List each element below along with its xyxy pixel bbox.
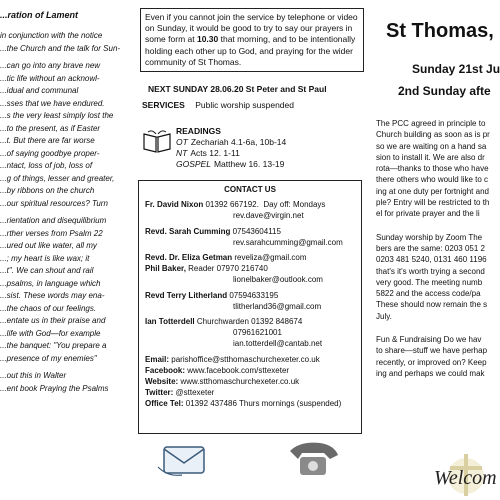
text-line: The PCC agreed in principle to: [376, 119, 486, 128]
news-body: [376, 118, 500, 379]
pcc-paragraph: [376, 118, 500, 220]
church-title: St Thomas,: [386, 20, 494, 42]
text-line: rota—thanks to those who have: [376, 164, 489, 174]
text-line: ...t". We can shout and rail: [0, 266, 94, 275]
contact-icons: [150, 437, 360, 483]
text-line: ...g of things, lesser and greater,: [0, 173, 115, 183]
center-column: [134, 0, 366, 500]
contact-eliza: Revd. Dr. Eliza Getman reveliza@gmail.com: [145, 253, 307, 263]
next-sunday: NEXT SUNDAY 28.06.20 St Peter and St Paul: [148, 84, 327, 94]
contact-twitter: Twitter: @sttexeter: [145, 388, 215, 398]
text-line: Church building as soon as is pr: [376, 130, 490, 140]
text-line: ing at one duty per fortnight and: [376, 186, 489, 196]
reading-gospel: GOSPEL Matthew 16. 13-19: [176, 159, 285, 169]
text-line: ...rther verses from Psalm 22: [0, 228, 103, 238]
lament-text: [0, 30, 128, 395]
notice-text: Even if you cannot join the service by telephone or video on Sunday, it would be good to try to say our prayers in some form at 10.30 that morning, and to be intentionally holding each other up to God, and praying for the wider community of St Thomas.: [145, 12, 358, 67]
email-link[interactable]: reveliza@gmail.com: [234, 253, 307, 263]
sunday-heading: 2nd Sunday afte: [398, 84, 491, 98]
text-line: ...t. But there are far worse: [0, 136, 95, 145]
left-column: [0, 0, 128, 500]
email-link[interactable]: ian.totterdell@cantab.net: [233, 339, 323, 349]
readings: [176, 126, 286, 170]
services-line: [142, 100, 294, 110]
date-heading: Sunday 21st Ju: [412, 62, 500, 76]
text-line: Fun & Fundraising Do we hav: [376, 335, 482, 345]
lament-title: ...ration of Lament: [0, 10, 79, 20]
email-link[interactable]: rev.sarahcumming@gmail.com: [233, 237, 343, 247]
text-line: so we are waiting on a hand sa: [376, 141, 487, 151]
text-line: ...our spiritual resources? Turn: [0, 198, 108, 208]
text-line: ...life with God—for example: [0, 328, 101, 338]
text-line: 5822 and the access code/pa: [376, 289, 481, 299]
fundraising-paragraph: [376, 334, 500, 379]
text-line: ...the Church and the talk for Sun-: [0, 43, 121, 53]
contact-facebook: Facebook: www.facebook.com/sttexeter: [145, 365, 290, 375]
text-line: 0203 481 5240, 0131 460 1196: [376, 255, 487, 265]
text-line: ...can go into any brave new: [0, 61, 101, 70]
twitter-link[interactable]: @sttexeter: [175, 388, 215, 398]
notice-box: [140, 8, 364, 72]
contact-phil: Phil Baker, Reader 07970 216740: [145, 264, 268, 274]
contact-box: [138, 180, 362, 434]
text-line: bers are the same: 0203 051 2: [376, 243, 485, 253]
text-line: These should now remain the s: [376, 300, 488, 310]
text-line: ple? Entry will be restricted to th: [376, 198, 490, 208]
email-link[interactable]: rev.dave@virgin.net: [233, 211, 304, 221]
website-link[interactable]: www.stthomaschurchexeter.co.uk: [180, 377, 300, 387]
text-line: ...ntact, loss of job, loss of: [0, 161, 93, 170]
facebook-link[interactable]: www.facebook.com/sttexeter: [187, 365, 290, 375]
text-line: ...entate us in their praise and: [0, 316, 106, 325]
contact-ian-mobile: 07961621001: [233, 328, 282, 338]
text-line: ...psalms, in language which: [0, 278, 101, 288]
contact-heading: CONTACT US: [224, 185, 276, 194]
text-line: ...presence of my enemies": [0, 353, 97, 363]
readings-heading: READINGS: [176, 126, 221, 136]
text-line: ...the banquet: "You prepare a: [0, 341, 107, 350]
text-line: ...of saying goodbye proper-: [0, 148, 100, 158]
telephone-icon: [290, 443, 338, 475]
text-line: Sunday worship by Zoom The: [376, 232, 483, 242]
text-line: ...idual and communal: [0, 86, 79, 95]
reading-nt: NT Acts 12. 1-11: [176, 148, 240, 158]
email-link[interactable]: lionelbaker@outlook.com: [233, 275, 323, 285]
text-line: ...sist. These words may ena-: [0, 291, 105, 300]
text-line: ...sses that we have endured.: [0, 98, 105, 108]
email-link[interactable]: tlitherland36@gmail.com: [233, 301, 322, 311]
contact-fr-david: Fr. David Nixon 01392 667192. Day off: Mondays: [145, 200, 326, 210]
text-line: very good. The meeting numb: [376, 277, 483, 287]
text-line: ...rientation and disequilibrium: [0, 216, 107, 225]
text-line: el for private prayer and the li: [376, 209, 480, 219]
text-line: ...the chaos of our feelings.: [0, 303, 97, 313]
welcome-text: Welcom: [434, 467, 497, 489]
welcome-graphic: [430, 440, 500, 500]
email-icon: [158, 447, 204, 475]
reading-ot: OT Zechariah 4.1-6a, 10b-14: [176, 137, 287, 147]
contact-office: Office Tel: 01392 437486 Thurs mornings (suspended): [145, 399, 342, 409]
email-link[interactable]: parishoffice@stthomaschurchexeter.co.uk: [171, 354, 320, 364]
text-line: sion to install it. We are also dr: [376, 152, 485, 162]
services-text: Public worship suspended: [195, 100, 294, 110]
text-line: ...; my heart is like wax; it: [0, 253, 90, 263]
right-column: [372, 0, 500, 500]
text-line: ...tic life without an acknowl-: [0, 73, 100, 83]
text-line: July.: [376, 311, 392, 321]
zoom-paragraph: [376, 232, 500, 322]
text-line: there others who would like to c: [376, 175, 489, 185]
text-line: ...ent book Praying the Psalms: [0, 383, 109, 393]
text-line: ...out this in Walter: [0, 371, 67, 380]
text-line: ...ured out like water, all my: [0, 241, 97, 250]
book-icon: [142, 128, 172, 159]
text-line: ...to the present, as if Easter: [0, 123, 101, 133]
contact-terry: Revd Terry Litherland 07594633195: [145, 290, 279, 300]
services-label: SERVICES: [142, 100, 185, 110]
text-line: that's it's worth trying a second: [376, 266, 485, 276]
text-line: ...s the very least simply lost the: [0, 111, 114, 120]
contact-ian: Ian Totterdell Churchwarden 01392 848674: [145, 317, 303, 327]
text-line: recently, or improved on? Keep: [376, 357, 487, 367]
text-line: in conjunction with the notice: [0, 31, 103, 40]
text-line: ing and perhaps we could mak: [376, 368, 485, 378]
text-line: ...by ribbons on the church: [0, 186, 95, 195]
contact-website: Website: www.stthomaschurchexeter.co.uk: [145, 377, 300, 387]
text-line: to share—stuff we have perhap: [376, 346, 488, 356]
contact-email: Email: parishoffice@stthomaschurchexeter.co.uk: [145, 354, 320, 364]
contact-sarah: Revd. Sarah Cumming 07543604115: [145, 226, 281, 236]
